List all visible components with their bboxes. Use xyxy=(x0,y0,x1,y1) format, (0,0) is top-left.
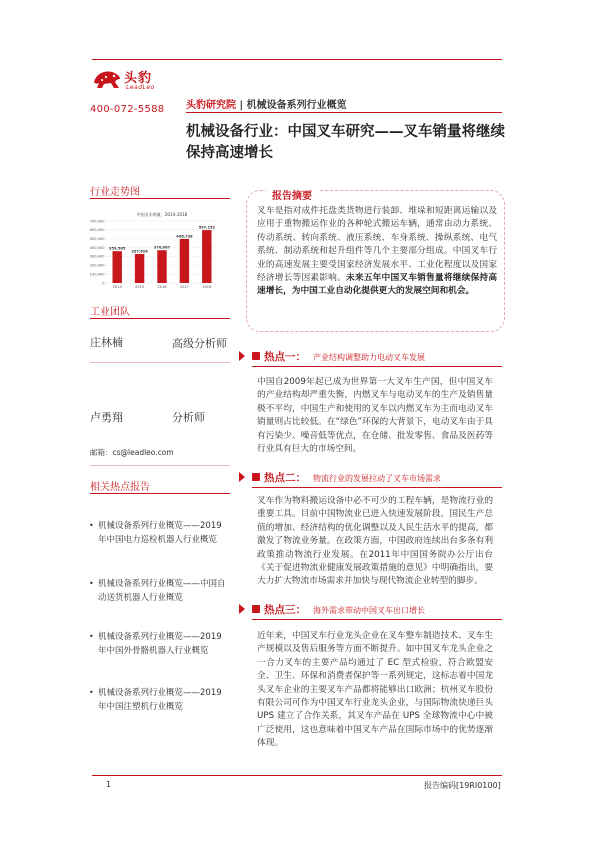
trend-heading: 行业走势图 xyxy=(90,187,140,198)
bullet-dot: • xyxy=(89,632,94,641)
chart-bar xyxy=(112,251,121,283)
bullet-dot: • xyxy=(89,688,94,697)
summary-body: 叉车是指对成件托盘类货物进行装卸、堆垛和短距离运输以及应用于重物搬运作业的各种轮式搬运车辆，通常由动力系统、传动系统、转向系统、液压系统、车身系统、操纵系统、电气系统、制动系统和起升组件等几个主要部分组成。中国叉车行业的高速发展主要受国家经济发展水平、工业化程度以及国家经济增长等因素影响。 xyxy=(257,206,497,284)
related-report-1[interactable]: • 机械设备系列行业概览——2019 年中国电力巡检机器人行业概览 xyxy=(89,521,222,545)
team-heading: 工业团队 xyxy=(90,307,130,318)
analyst-role-2: 分析师 xyxy=(172,411,205,424)
related-report-3[interactable]: • 机械设备系列行业概览——2019 年中国外骨骼机器人行业概览 xyxy=(89,632,222,656)
chart-y-tick-label: 600,000 xyxy=(89,228,105,233)
chart-y-tick-label: 400,000 xyxy=(89,245,105,250)
flag-icon xyxy=(252,473,260,481)
summary-highlight: 未来五年中国叉车销售量将继续保持高速增长，为中国工业自动化提供更大的发展空间和机会。 xyxy=(257,273,498,297)
hotspot-3-title: 海外需求带动中国叉车出口增长 xyxy=(313,606,425,615)
trend-rule xyxy=(90,198,230,199)
hotspot-1-label: 热点一： xyxy=(264,351,306,363)
analyst-name-1: 庄林楠 xyxy=(90,336,123,349)
analyst-role-1: 高级分析师 xyxy=(172,337,227,350)
chart-y-tick-label: 200,000 xyxy=(89,263,105,268)
series-name: 机械设备系列行业概览 xyxy=(246,100,347,111)
triangle-icon xyxy=(239,351,245,361)
hotspot-2-rule xyxy=(252,487,502,488)
chart-x-tick-label: 2018 xyxy=(202,285,212,289)
summary-heading: 报告摘要 xyxy=(272,191,312,202)
hotspot-2-text: 叉车作为物料搬运设备中必不可少的工程车辆，是物流行业的重要工具。目前中国物流业已进入快速发展阶段，国民生产总值的增加、经济结构的优化调整以及人民生活水平的提高，都激发了物流业务量。在政策方面，中国政府连续出台多条有利政策推动物流行业发展。在2011年中国国务院办公厅出台《关于促进物流业健康发展政策措施的意见》中明确指出，要大力扩大物流市场需求并加快与现代物流企业转型的脚步。 xyxy=(257,496,493,587)
chart-bar xyxy=(135,254,144,283)
logo-text: 头豹 xyxy=(124,71,153,86)
contact-email[interactable]: 邮箱：cs@leadleo.com xyxy=(90,448,174,457)
hotspot-2-title: 物流行业的发展拉动了叉车市场需求 xyxy=(313,474,441,483)
hotspot-1-rule xyxy=(252,366,502,367)
chart-bar xyxy=(202,230,211,283)
chart-x-tick-label: 2015 xyxy=(135,285,145,289)
chart-y-tick-label: 0 xyxy=(102,281,105,286)
analyst-name-2: 卢勇翔 xyxy=(90,411,123,424)
chart-x-tick-label: 2017 xyxy=(179,285,189,289)
chart-bar xyxy=(180,239,189,283)
hotspot-3-rule xyxy=(252,619,502,620)
report-code: 报告编码[19RI0100] xyxy=(424,781,501,790)
chart-data-label: 359,585 xyxy=(109,246,126,251)
chart-data-label: 496,738 xyxy=(176,234,193,239)
chart-data-label: 327,626 xyxy=(131,249,148,254)
chart-data-label: 597,152 xyxy=(198,225,215,230)
page-title: 机械设备行业：中国叉车研究——叉车销量将继续保持高速增长 xyxy=(186,124,505,161)
chart-y-tick-label: 300,000 xyxy=(89,254,105,259)
team-divider-2 xyxy=(90,465,230,466)
chart-y-tick-label: 500,000 xyxy=(89,237,105,242)
chart-x-tick-label: 2016 xyxy=(157,285,167,289)
hotspot-1-text: 中国自2009年起已成为世界第一大叉车生产国，但中国叉车的产业结构却严重失衡，内燃叉车与电动叉车的生产及销售量极不平均，中国生产和使用的叉车以内燃叉车为主而电动叉车销量则占比较低。在“绿色”环保的大背景下，电动叉车由于具有污染少、噪音低等优点，在仓储、批发零售、食品及医药等行业具有巨大的市场空间。 xyxy=(257,377,493,455)
triangle-icon xyxy=(239,604,245,614)
team-rule xyxy=(90,318,230,319)
series-separator: | xyxy=(239,100,244,111)
series-rule xyxy=(186,112,502,113)
bullet-dot: • xyxy=(89,521,94,530)
hotspot-3-text: 近年来，中国叉车行业龙头企业在叉车整车制造技术、叉车生产规模以及售后服务等方面不断提升。如中国叉车龙头企业之一合力叉车的主要产品均通过了 EC 型式检验，符合欧盟安全、卫生、环保和消费者保护等一系列规定，这标志着中国龙头叉车企业的主要叉车产品都将能够出口欧洲；杭州叉车股份有限公司可作为中国叉车行业龙头企业，与国际物流快递巨头 UPS 建立了合作关系，其叉车产品在 UPS 全球物流中心中被广泛使用，这也意味着中国叉车产品在国际市场中的优势逐渐体现。 xyxy=(257,631,493,749)
logo-english: LeadLeo xyxy=(126,84,155,91)
related-report-2[interactable]: • 机械设备系列行业概览——中国自动送货机器人行业概览 xyxy=(89,579,226,603)
leopard-logo-icon xyxy=(92,68,122,90)
triangle-icon xyxy=(239,472,245,482)
phone-number: 400-072-5588 xyxy=(90,104,165,115)
header-top-rule xyxy=(92,59,502,60)
sales-bar-chart xyxy=(84,209,224,293)
related-rule xyxy=(90,493,230,494)
summary-title-wrap xyxy=(266,184,318,203)
hotspot-2-label: 热点二： xyxy=(264,472,306,484)
footer-rule xyxy=(92,775,502,776)
page-number: 1 xyxy=(106,780,112,789)
chart-y-tick-label: 100,000 xyxy=(89,272,105,277)
flag-icon xyxy=(252,352,260,360)
related-report-4[interactable]: • 机械设备系列行业概览——2019 年中国注塑机行业概览 xyxy=(89,688,222,712)
hotspot-3-label: 热点三： xyxy=(264,604,306,616)
related-heading: 相关热点报告 xyxy=(90,482,150,493)
bullet-dot: • xyxy=(89,579,94,588)
series-line xyxy=(186,96,347,111)
chart-x-tick-label: 2014 xyxy=(112,285,122,289)
chart-data-label: 370,067 xyxy=(153,245,171,250)
team-divider-1 xyxy=(90,362,230,363)
hotspot-1-title: 产业结构调整助力电动叉车发展 xyxy=(313,353,425,362)
summary-text xyxy=(257,205,497,299)
flag-icon xyxy=(252,605,260,613)
institute-name: 头豹研究院 xyxy=(186,100,236,111)
chart-y-tick-label: 700,000 xyxy=(89,219,105,224)
chart-title: 中国叉车销量，2014–2018 xyxy=(136,212,188,217)
chart-bar xyxy=(157,250,166,283)
